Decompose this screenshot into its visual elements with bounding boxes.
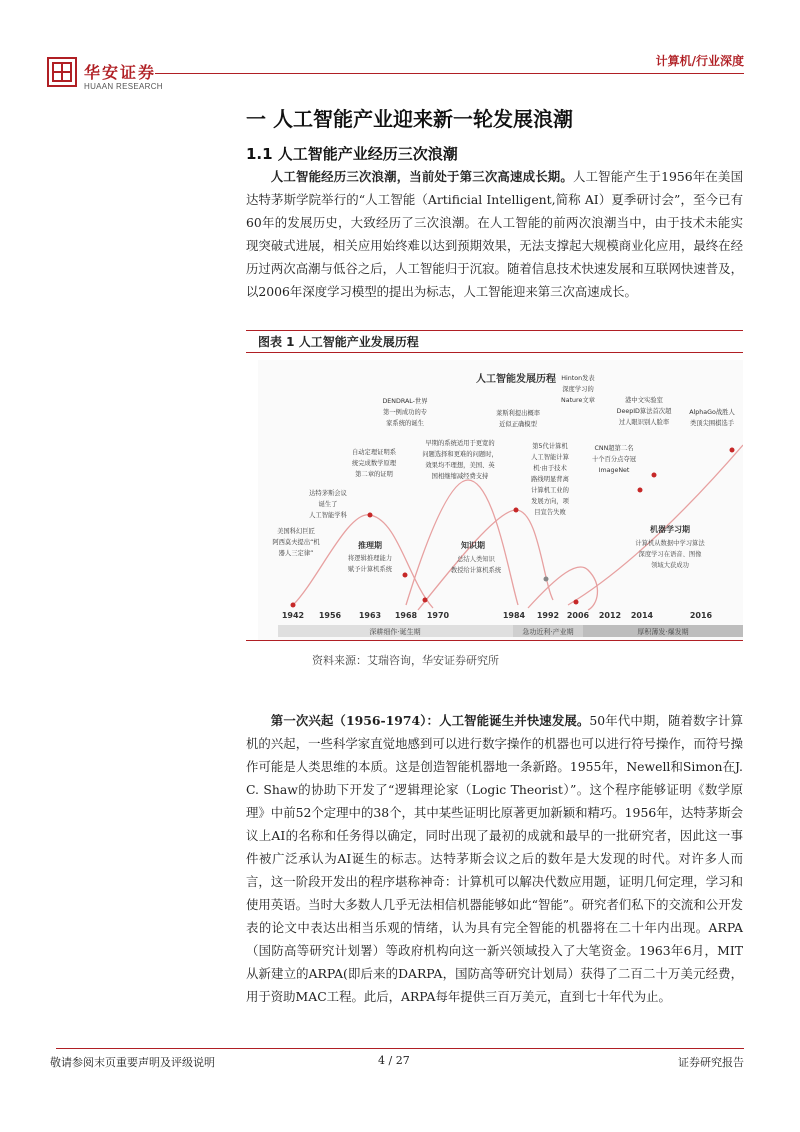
note-line: 效果均不理想，美国、英 [425, 462, 495, 469]
dot-2016 [730, 448, 735, 453]
note-line: 计算机从数据中学习算法 [635, 540, 705, 547]
note-line: DeepID算法首次超 [616, 408, 672, 415]
history-body: 50年代中期，随着数字计算机的兴起，一些科学家直觉地感到可以进行数字操作的机器也可以进行符号操作，而符号操作可能是人类思维的本质。这是创造智能机器地一条新路。1955年，Newell和Simon在J. C. Shaw的协助下开发了“逻辑理论家（Logic Theorist）”。这个程序能够证明《数学原理》中前52个定理中的38个，其中某些证明比原著更加新颖和精巧。1956年，达特茅斯会议上AI的名称和任务得以确定，同时出现了最初的成就和最早的一批研究者，因此这一事件被广泛承认为AI诞生的标志。达特茅斯会议之后的数年是大发现的时代。对许多人而言，这一阶段开发出的程序堪称神奇：计算机可以解决代数应用题，证明几何定理，学习和使用英语。当时大多数人几乎无法相信机器能够如此“智能”。研究者们私下的交流和公开发表的论文中表达出相当乐观的情绪，认为具有完全智能的机器将在二十年内出现。ARPA（国防高等研究计划署）等政府机构向这一新兴领域投入了大笔资金。1963年6月，MIT从新建立的ARPA(即后来的DARPA，国防高等研究计划局）获得了二百二十万美元经费，用于资助MAC工程。此后，ARPA每年提供三百万美元，直到七十年代为止。 [246, 713, 743, 1004]
dot-1968 [403, 573, 408, 578]
year-label: 1992 [536, 611, 560, 620]
phase-label: 急功近利·产业期 [522, 628, 574, 636]
note-line: 莱斯利提出概率 [495, 410, 541, 417]
note-line: 港中文实验室 [625, 397, 663, 404]
note-line: DENDRAL-世界 [382, 398, 428, 405]
note-line: 国相继缩减经费支持 [431, 473, 489, 480]
note-line: 发展方向，项 [531, 498, 569, 505]
intro-paragraph [246, 165, 743, 303]
dot-1942 [291, 603, 296, 608]
phase-label: 深耕细作·诞生期 [369, 628, 421, 636]
year-label: 1968 [394, 611, 418, 620]
note-line: 总结人类知识 [457, 556, 495, 563]
note-line: 将逻辑推理能力 [347, 555, 393, 562]
page-number: 4 / 27 [378, 1054, 410, 1067]
note-line: 早期的系统适用于更宽的 [425, 440, 495, 447]
note-line: 目宣告失败 [534, 509, 566, 516]
report-type: 证券研究报告 [678, 1056, 744, 1069]
note-line: 家系统的诞生 [386, 420, 424, 427]
note-line: Hinton发表 [561, 375, 595, 382]
ai-timeline-figure [258, 360, 743, 640]
logo-text: 华安证券 [84, 63, 157, 82]
note-line: Nature文章 [561, 397, 595, 404]
subsection-heading: 1.1 人工智能产业经历三次浪潮 [246, 145, 458, 163]
year-label: 1970 [426, 611, 450, 620]
dot-1970 [423, 598, 428, 603]
note-line: CNN超第二名 [594, 445, 634, 452]
year-label: 1963 [358, 611, 382, 620]
year-label: 2012 [598, 611, 622, 620]
note-line: ImageNet [598, 467, 630, 474]
history-lead: 第一次兴起（1956-1974）：人工智能诞生并快速发展。 [270, 713, 590, 728]
year-label: 2006 [566, 611, 590, 620]
note-line: 美国科幻巨匠 [277, 528, 315, 535]
disclaimer-note: 敬请参阅末页重要声明及评级说明 [50, 1056, 215, 1069]
dot-1963 [368, 513, 373, 518]
note-line: 第一例成功的专 [382, 409, 428, 416]
dot-1984 [514, 508, 519, 513]
note-line: 器人三定律” [278, 550, 314, 557]
period-label: 知识期 [461, 541, 485, 550]
wave-4 [528, 567, 597, 610]
note-line: 第5代计算机 [532, 443, 568, 450]
period-label: 推理期 [358, 541, 382, 550]
year-label: 1984 [502, 611, 526, 620]
phase-label: 厚积薄发·爆发期 [637, 628, 689, 636]
history-paragraph [246, 709, 743, 1008]
logo-subtext: HUAAN RESEARCH [84, 82, 163, 91]
note-line: 第二章的证明 [355, 471, 393, 478]
intro-body: 人工智能产生于1956年在美国达特茅斯学院举行的“人工智能（Artificial Intelligent,简称 AI）夏季研讨会”，至今已有60年的发展历史，大致经历了三次浪潮。在人工智能的前两次浪潮当中，由于技术未能实现突破式进展，相关应用始终难以达到预期效果，无法支撑起大规模商业化应用，最终在经历过两次高潮与低谷之后，人工智能归于沉寂。随着信息技术快速发展和互联网快速普及，以2006年深度学习模型的提出为标志，人工智能迎来第三次高速成长。 [246, 169, 743, 299]
note-line: 路线明显背离 [531, 476, 569, 483]
figure-top-rule [246, 330, 743, 331]
note-line: 赋予计算机系统 [347, 566, 393, 573]
note-line: 十个百分点夺冠 [591, 456, 637, 463]
period-label: 机器学习期 [650, 525, 690, 534]
note-line: 近似正确模型 [499, 421, 537, 428]
figure-bottom-rule [246, 640, 743, 641]
note-line: 自动定理证明系 [351, 449, 397, 456]
note-line: 深度学习在语音、图像 [638, 551, 702, 558]
section-heading: 一 人工智能产业迎来新一轮发展浪潮 [246, 107, 573, 131]
dot-2006 [574, 600, 579, 605]
logo-icon [47, 57, 77, 87]
report-category: 计算机/行业深度 [655, 54, 744, 68]
note-line: AlphaGo战胜人 [689, 409, 735, 416]
figure-title-rule [246, 352, 743, 353]
year-label: 2016 [689, 611, 713, 620]
note-line: 机·由于技术 [533, 465, 567, 472]
dot-2012 [638, 488, 643, 493]
dot-2014 [652, 473, 657, 478]
chart-title: 人工智能发展历程 [476, 374, 556, 385]
note-line: 阿西莫夫提出“机 [272, 539, 320, 546]
figure-source: 资料来源：艾瑞咨询，华安证券研究所 [312, 654, 499, 667]
note-line: 达特茅斯会议 [309, 490, 347, 497]
note-line: 人工智能计算 [531, 454, 569, 461]
note-line: 诞生了 [318, 501, 338, 508]
note-line: 类顶尖围棋选手 [689, 420, 735, 427]
year-label: 1956 [318, 611, 342, 620]
header-divider [155, 73, 744, 74]
note-line: 统完成数学原理 [351, 460, 397, 467]
year-label: 2014 [630, 611, 654, 620]
note-line: 领域大获成功 [651, 562, 689, 569]
note-line: 教授给计算机系统 [450, 567, 502, 574]
year-label: 1942 [281, 611, 305, 620]
note-line: 问题选择和更难的问题时， [422, 451, 498, 458]
note-line: 过人眼识别人脸率 [618, 419, 670, 426]
note-line: 深度学习的 [562, 386, 594, 393]
note-line: 计算机工业的 [531, 487, 569, 494]
note-line: 人工智能学科 [309, 512, 347, 519]
figure-title: 图表 1 人工智能产业发展历程 [258, 335, 419, 349]
dot-1992 [544, 577, 549, 582]
footer-divider [56, 1048, 744, 1049]
intro-lead: 人工智能经历三次浪潮，当前处于第三次高速成长期。 [270, 169, 573, 184]
